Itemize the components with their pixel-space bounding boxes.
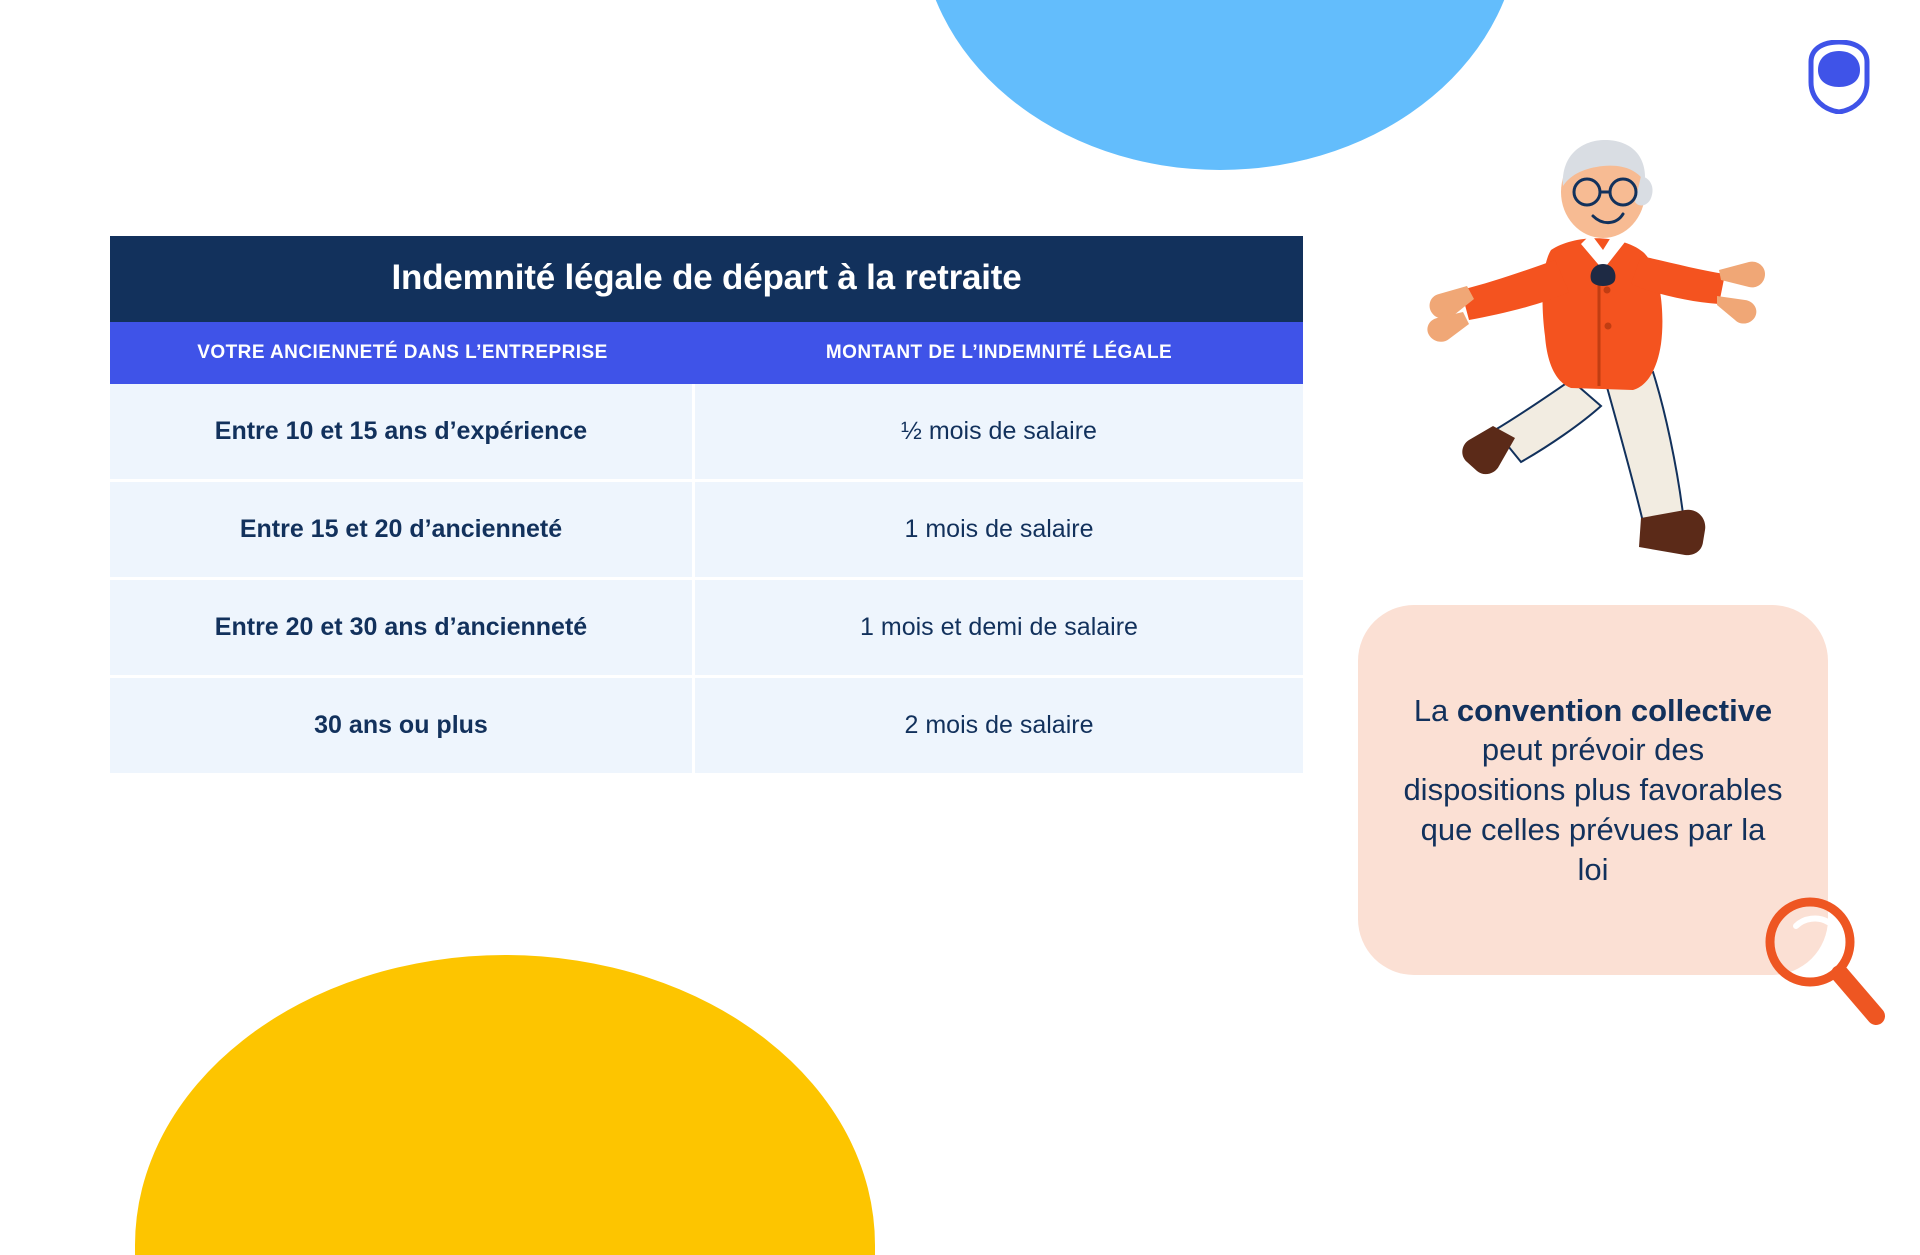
table-row bbox=[110, 384, 1303, 482]
retiree-illustration bbox=[1375, 130, 1795, 600]
cell-amount: 1 mois de salaire bbox=[904, 515, 1094, 543]
yellow-dome-decoration bbox=[135, 955, 875, 1255]
table-title: Indemnité légale de départ à la retraite bbox=[110, 236, 1303, 322]
indemnity-table bbox=[110, 236, 1303, 773]
callout-text-before: La bbox=[1413, 692, 1457, 728]
cell-amount: ½ mois de salaire bbox=[901, 417, 1097, 445]
table-row bbox=[110, 678, 1303, 773]
table-row bbox=[110, 482, 1303, 580]
callout-text-after: peut prévoir des dispositions plus favorables que celles prévues par la loi bbox=[1403, 732, 1783, 887]
magnifier-icon bbox=[1760, 890, 1890, 1030]
callout-box bbox=[1358, 605, 1828, 975]
cell-seniority: Entre 15 et 20 d’ancienneté bbox=[110, 482, 695, 577]
table-header-row bbox=[110, 322, 1303, 384]
cell-seniority: Entre 10 et 15 ans d’expérience bbox=[110, 384, 695, 479]
callout-text bbox=[1402, 691, 1784, 889]
column-header-seniority: VOTRE ANCIENNETÉ DANS L’ENTREPRISE bbox=[197, 342, 608, 363]
cell-amount: 1 mois et demi de salaire bbox=[860, 613, 1138, 641]
cell-seniority: 30 ans ou plus bbox=[110, 678, 695, 773]
cell-seniority: Entre 20 et 30 ans d’ancienneté bbox=[110, 580, 695, 675]
column-header-amount: MONTANT DE L’INDEMNITÉ LÉGALE bbox=[825, 342, 1173, 363]
brand-logo-icon bbox=[1808, 40, 1870, 114]
callout-text-bold: convention collective bbox=[1456, 692, 1773, 728]
cell-amount: 2 mois de salaire bbox=[904, 711, 1094, 739]
table-row bbox=[110, 580, 1303, 678]
